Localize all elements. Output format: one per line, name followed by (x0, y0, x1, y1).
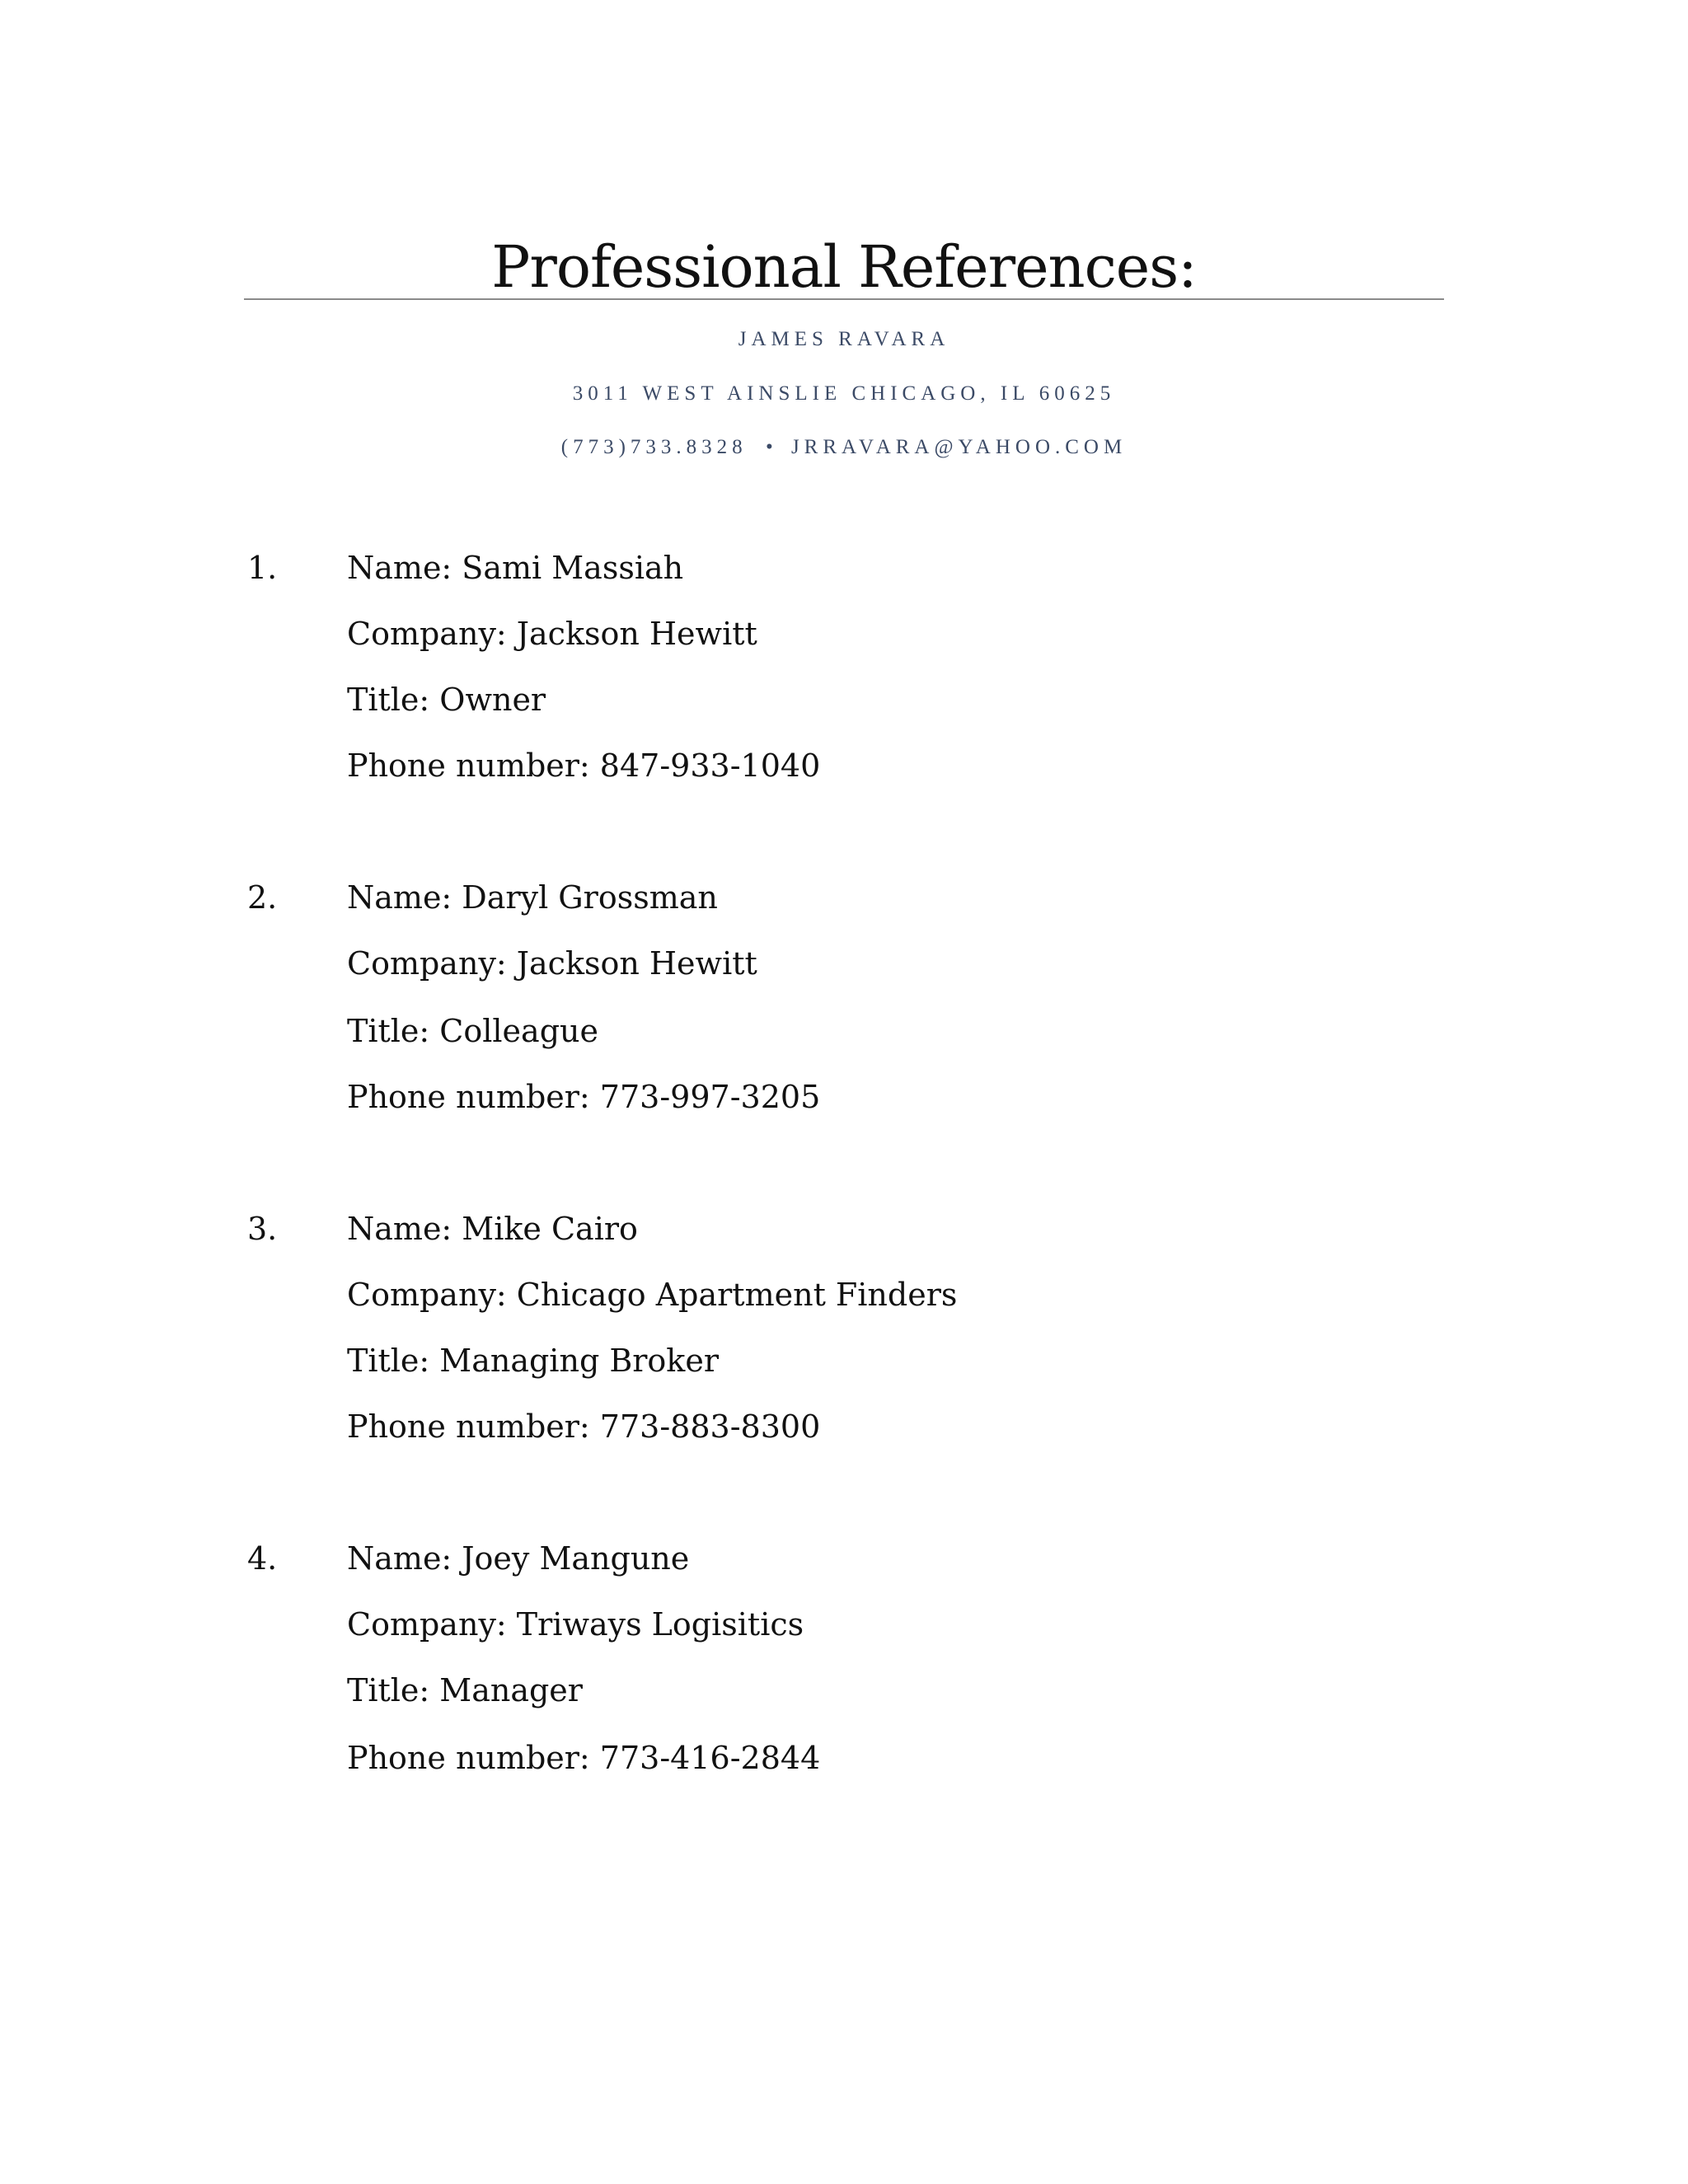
reference-title: Title: Colleague (347, 1013, 598, 1049)
reference-name: Name: Daryl Grossman (347, 879, 718, 916)
page-title: Professional References: (491, 233, 1197, 301)
reference-number: 2. (247, 879, 278, 916)
contact-name: JAMES RAVARA (738, 328, 950, 350)
reference-title: Title: Managing Broker (347, 1343, 719, 1379)
title-divider (244, 298, 1444, 300)
reference-title: Title: Manager (347, 1672, 583, 1708)
reference-phone: Phone number: 773-997-3205 (347, 1079, 821, 1115)
reference-name: Name: Joey Mangune (347, 1540, 690, 1577)
contact-email: JRRAVARA@YAHOO.COM (790, 436, 1128, 458)
contact-address: 3011 WEST AINSLIE CHICAGO, IL 60625 (572, 382, 1116, 405)
reference-company: Company: Jackson Hewitt (347, 616, 757, 652)
reference-company: Company: Triways Logisitics (347, 1606, 804, 1643)
bullet-separator: • (765, 436, 773, 458)
reference-number: 4. (247, 1540, 278, 1577)
reference-name: Name: Sami Massiah (347, 550, 684, 586)
reference-name: Name: Mike Cairo (347, 1211, 638, 1247)
reference-number: 3. (247, 1211, 278, 1247)
reference-title: Title: Owner (347, 682, 546, 718)
reference-company: Company: Jackson Hewitt (347, 945, 757, 982)
reference-phone: Phone number: 773-416-2844 (347, 1740, 821, 1776)
reference-phone: Phone number: 773-883-8300 (347, 1408, 821, 1445)
reference-company: Company: Chicago Apartment Finders (347, 1277, 958, 1313)
contact-phone-email (0, 433, 1688, 462)
contact-phone: (773)733.8328 (560, 436, 748, 458)
reference-phone: Phone number: 847-933-1040 (347, 748, 821, 784)
reference-number: 1. (247, 550, 278, 586)
